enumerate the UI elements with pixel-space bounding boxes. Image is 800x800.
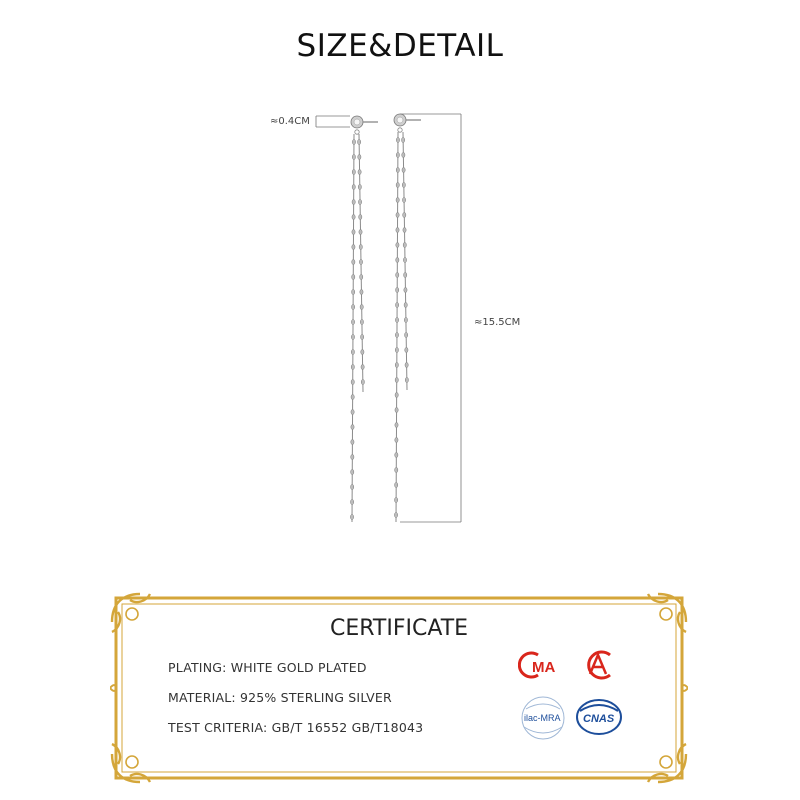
chain-bead (405, 362, 408, 367)
chain-bead (358, 199, 361, 204)
chain-bead (396, 137, 399, 142)
chain-bead (395, 332, 398, 337)
chain-bead (396, 302, 399, 307)
chain-bead (358, 184, 361, 189)
chain-bead (396, 272, 399, 277)
chain-bead (396, 257, 399, 262)
chain-bead (402, 137, 405, 142)
chain-bead (361, 364, 364, 369)
cal-logo-icon (578, 647, 618, 683)
chain-bead (360, 304, 363, 309)
chain-bead (402, 152, 405, 157)
chain-bead (395, 497, 398, 502)
cma-logo-icon (518, 647, 568, 683)
chain-bead (396, 212, 399, 217)
chain-bead (402, 197, 405, 202)
chain-bead (351, 334, 354, 339)
chain-bead (395, 422, 398, 427)
test-criteria-row: TEST CRITERIA: GB/T 16552 GB/T18043 (168, 720, 424, 735)
width-label: ≈0.4CM (270, 116, 310, 127)
chain-bead (351, 454, 354, 459)
chain-bead (351, 349, 354, 354)
chain-bead (403, 227, 406, 232)
chain-bead (352, 229, 355, 234)
chain-bead (359, 244, 362, 249)
chain-bead (405, 347, 408, 352)
chain-bead (351, 424, 354, 429)
ilac-mra-logo-icon (518, 695, 568, 741)
chain-bead (394, 512, 397, 517)
chain-bead (352, 244, 355, 249)
chain-bead (352, 184, 355, 189)
chain-bead (350, 514, 353, 519)
chain-bead (404, 287, 407, 292)
chain-bead (361, 379, 364, 384)
chain-bead (395, 467, 398, 472)
chain-bead (396, 197, 399, 202)
chain-bead (404, 317, 407, 322)
chain-bead (403, 242, 406, 247)
chain-bead (352, 289, 355, 294)
chain-bead (395, 437, 398, 442)
left-chain-long (352, 134, 354, 522)
cnas-logo-icon (574, 697, 624, 737)
chain-bead (405, 332, 408, 337)
chain-bead (395, 377, 398, 382)
chain-bead (352, 304, 355, 309)
chain-bead (361, 349, 364, 354)
chain-bead (396, 167, 399, 172)
chain-bead (396, 242, 399, 247)
material-row: MATERIAL: 925% STERLING SILVER (168, 690, 392, 705)
chain-bead (402, 182, 405, 187)
svg-text:MA: MA (532, 659, 556, 676)
right-chain-long (396, 132, 398, 522)
chain-bead (352, 259, 355, 264)
chain-bead (352, 199, 355, 204)
chain-bead (395, 407, 398, 412)
chain-bead (360, 274, 363, 279)
length-label: ≈15.5CM (474, 317, 521, 328)
chain-bead (395, 362, 398, 367)
chain-bead (352, 154, 355, 159)
chain-bead (405, 377, 408, 382)
page-title: SIZE&DETAIL (296, 28, 504, 64)
chain-bead (351, 499, 354, 504)
length-dimension (400, 114, 461, 522)
certificate-title: CERTIFICATE (329, 616, 469, 641)
certificate-panel (110, 592, 688, 784)
chain-bead (396, 182, 399, 187)
chain-bead (360, 319, 363, 324)
chain-bead (358, 139, 361, 144)
chain-bead (352, 139, 355, 144)
chain-bead (352, 214, 355, 219)
left-earring-stud (351, 116, 378, 134)
chain-bead (358, 169, 361, 174)
plating-row: PLATING: WHITE GOLD PLATED (168, 660, 367, 675)
chain-bead (351, 379, 354, 384)
chain-bead (359, 259, 362, 264)
chain-bead (395, 452, 398, 457)
chain-bead (395, 392, 398, 397)
chain-bead (351, 364, 354, 369)
chain-bead (351, 394, 354, 399)
chain-bead (396, 287, 399, 292)
chain-bead (395, 482, 398, 487)
width-dimension (316, 116, 350, 127)
chain-bead (351, 484, 354, 489)
certification-logos (518, 647, 628, 742)
chain-bead (351, 409, 354, 414)
chain-bead (404, 302, 407, 307)
chain-bead (361, 334, 364, 339)
chain-bead (404, 272, 407, 277)
chain-bead (396, 152, 399, 157)
chain-bead (403, 212, 406, 217)
chain-bead (351, 319, 354, 324)
chain-bead (402, 167, 405, 172)
chain-bead (403, 257, 406, 262)
chain-bead (352, 274, 355, 279)
svg-text:CNAS: CNAS (583, 713, 615, 725)
svg-text:ilac-MRA: ilac-MRA (524, 713, 561, 723)
chain-bead (359, 229, 362, 234)
chain-bead (358, 154, 361, 159)
chain-bead (351, 469, 354, 474)
chain-bead (395, 317, 398, 322)
chain-bead (396, 227, 399, 232)
chain-bead (395, 347, 398, 352)
chain-bead (351, 439, 354, 444)
chain-bead (360, 289, 363, 294)
chain-bead (352, 169, 355, 174)
chain-bead (359, 214, 362, 219)
right-earring-stud (394, 114, 421, 132)
